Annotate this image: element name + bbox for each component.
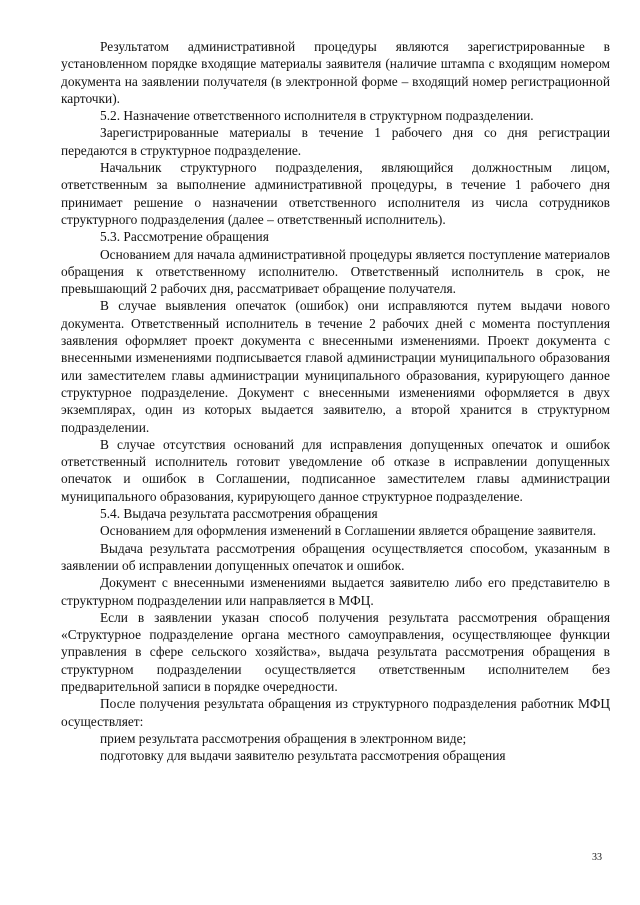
section-heading-5-4: 5.4. Выдача результата рассмотрения обращения <box>100 506 378 522</box>
paragraph-document-issued: Документ с внесенными изменениями выдается заявителю либо его представителю в структурном подразделении или направляется в МФЦ. <box>61 575 610 608</box>
paragraph-grounds-for-review: Основанием для начала административной процедуры является поступление материалов обращения к ответственному исполнителю. Ответственный исполнитель в срок, не превышающий 2 рабочих дня, рассматривает обращение получателя. <box>61 246 610 297</box>
paragraph-mfc-actions: После получения результата обращения из структурного подразделения работник МФЦ осуществляет: <box>61 696 610 729</box>
paragraph-delivery-method: Выдача результата рассмотрения обращения осуществляется способом, указанным в заявлении об исправлении допущенных опечаток и ошибок. <box>61 540 610 573</box>
paragraph-grounds-for-changes: Основанием для оформления изменений в Соглашении является обращение заявителя. <box>100 523 597 539</box>
section-heading-5-2: 5.2. Назначение ответственного исполнителя в структурном подразделении. <box>100 108 534 124</box>
paragraph-head-appoints-executor: Начальник структурного подразделения, являющийся должностным лицом, ответственным за выполнение административной процедуры, в течение 1 рабочего дня принимает решение о назначении ответственного исполнителя из числа сотрудников структурного подразделения (далее – ответственный исполнитель). <box>61 160 610 227</box>
document-body <box>61 38 610 764</box>
paragraph-typo-correction: В случае выявления опечаток (ошибок) они исправляются путем выдачи нового документа. Ответственный исполнитель в течение 2 рабочих дней с момента поступления заявления оформляет проект документа с внесенными изменениями. Проект документа с внесенными изменениями подписывается главой администрации муниципального образования или заместителем главы администрации муниципального образования, курирующего данное структурное подразделение. Документ с внесенными изменениями оформляется в двух экземплярах, один из которых выдается заявителю, а второй хранится в структурном подразделении. <box>61 298 610 435</box>
paragraph-issue-in-department: Если в заявлении указан способ получения результата рассмотрения обращения «Структурное подразделение органа местного самоуправления, осуществляющее функции управления в сфере сельского хозяйства», выдача результата рассмотрения обращения в структурном подразделении осуществляется ответственным исполнителем без предварительной записи в порядке очередности. <box>61 609 610 694</box>
paragraph-refusal-notice: В случае отсутствия оснований для исправления допущенных опечаток и ошибок ответственный исполнитель готовит уведомление об отказе в исправлении допущенных опечаток и ошибок в Соглашении, подписанное заместителем главы администрации муниципального образования, курирующего данное структурное подразделение. <box>61 436 610 504</box>
page-number: 33 <box>592 852 602 863</box>
paragraph-result-registered-materials: Результатом административной процедуры являются зарегистрированные в установленном порядке входящие материалы заявителя (наличие штампа с входящим номером документа на заявлении получателя (в электронной форме – входящий номер регистрационной карточки). <box>61 39 610 106</box>
section-heading-5-3: 5.3. Рассмотрение обращения <box>100 229 269 245</box>
list-item-electronic-acceptance: прием результата рассмотрения обращения в электронном виде; <box>100 730 467 746</box>
list-item-preparation-for-issue: подготовку для выдачи заявителю результата рассмотрения обращения <box>100 748 506 764</box>
paragraph-transfer-to-department: Зарегистрированные материалы в течение 1 рабочего дня со дня регистрации передаются в структурное подразделение. <box>61 125 610 158</box>
